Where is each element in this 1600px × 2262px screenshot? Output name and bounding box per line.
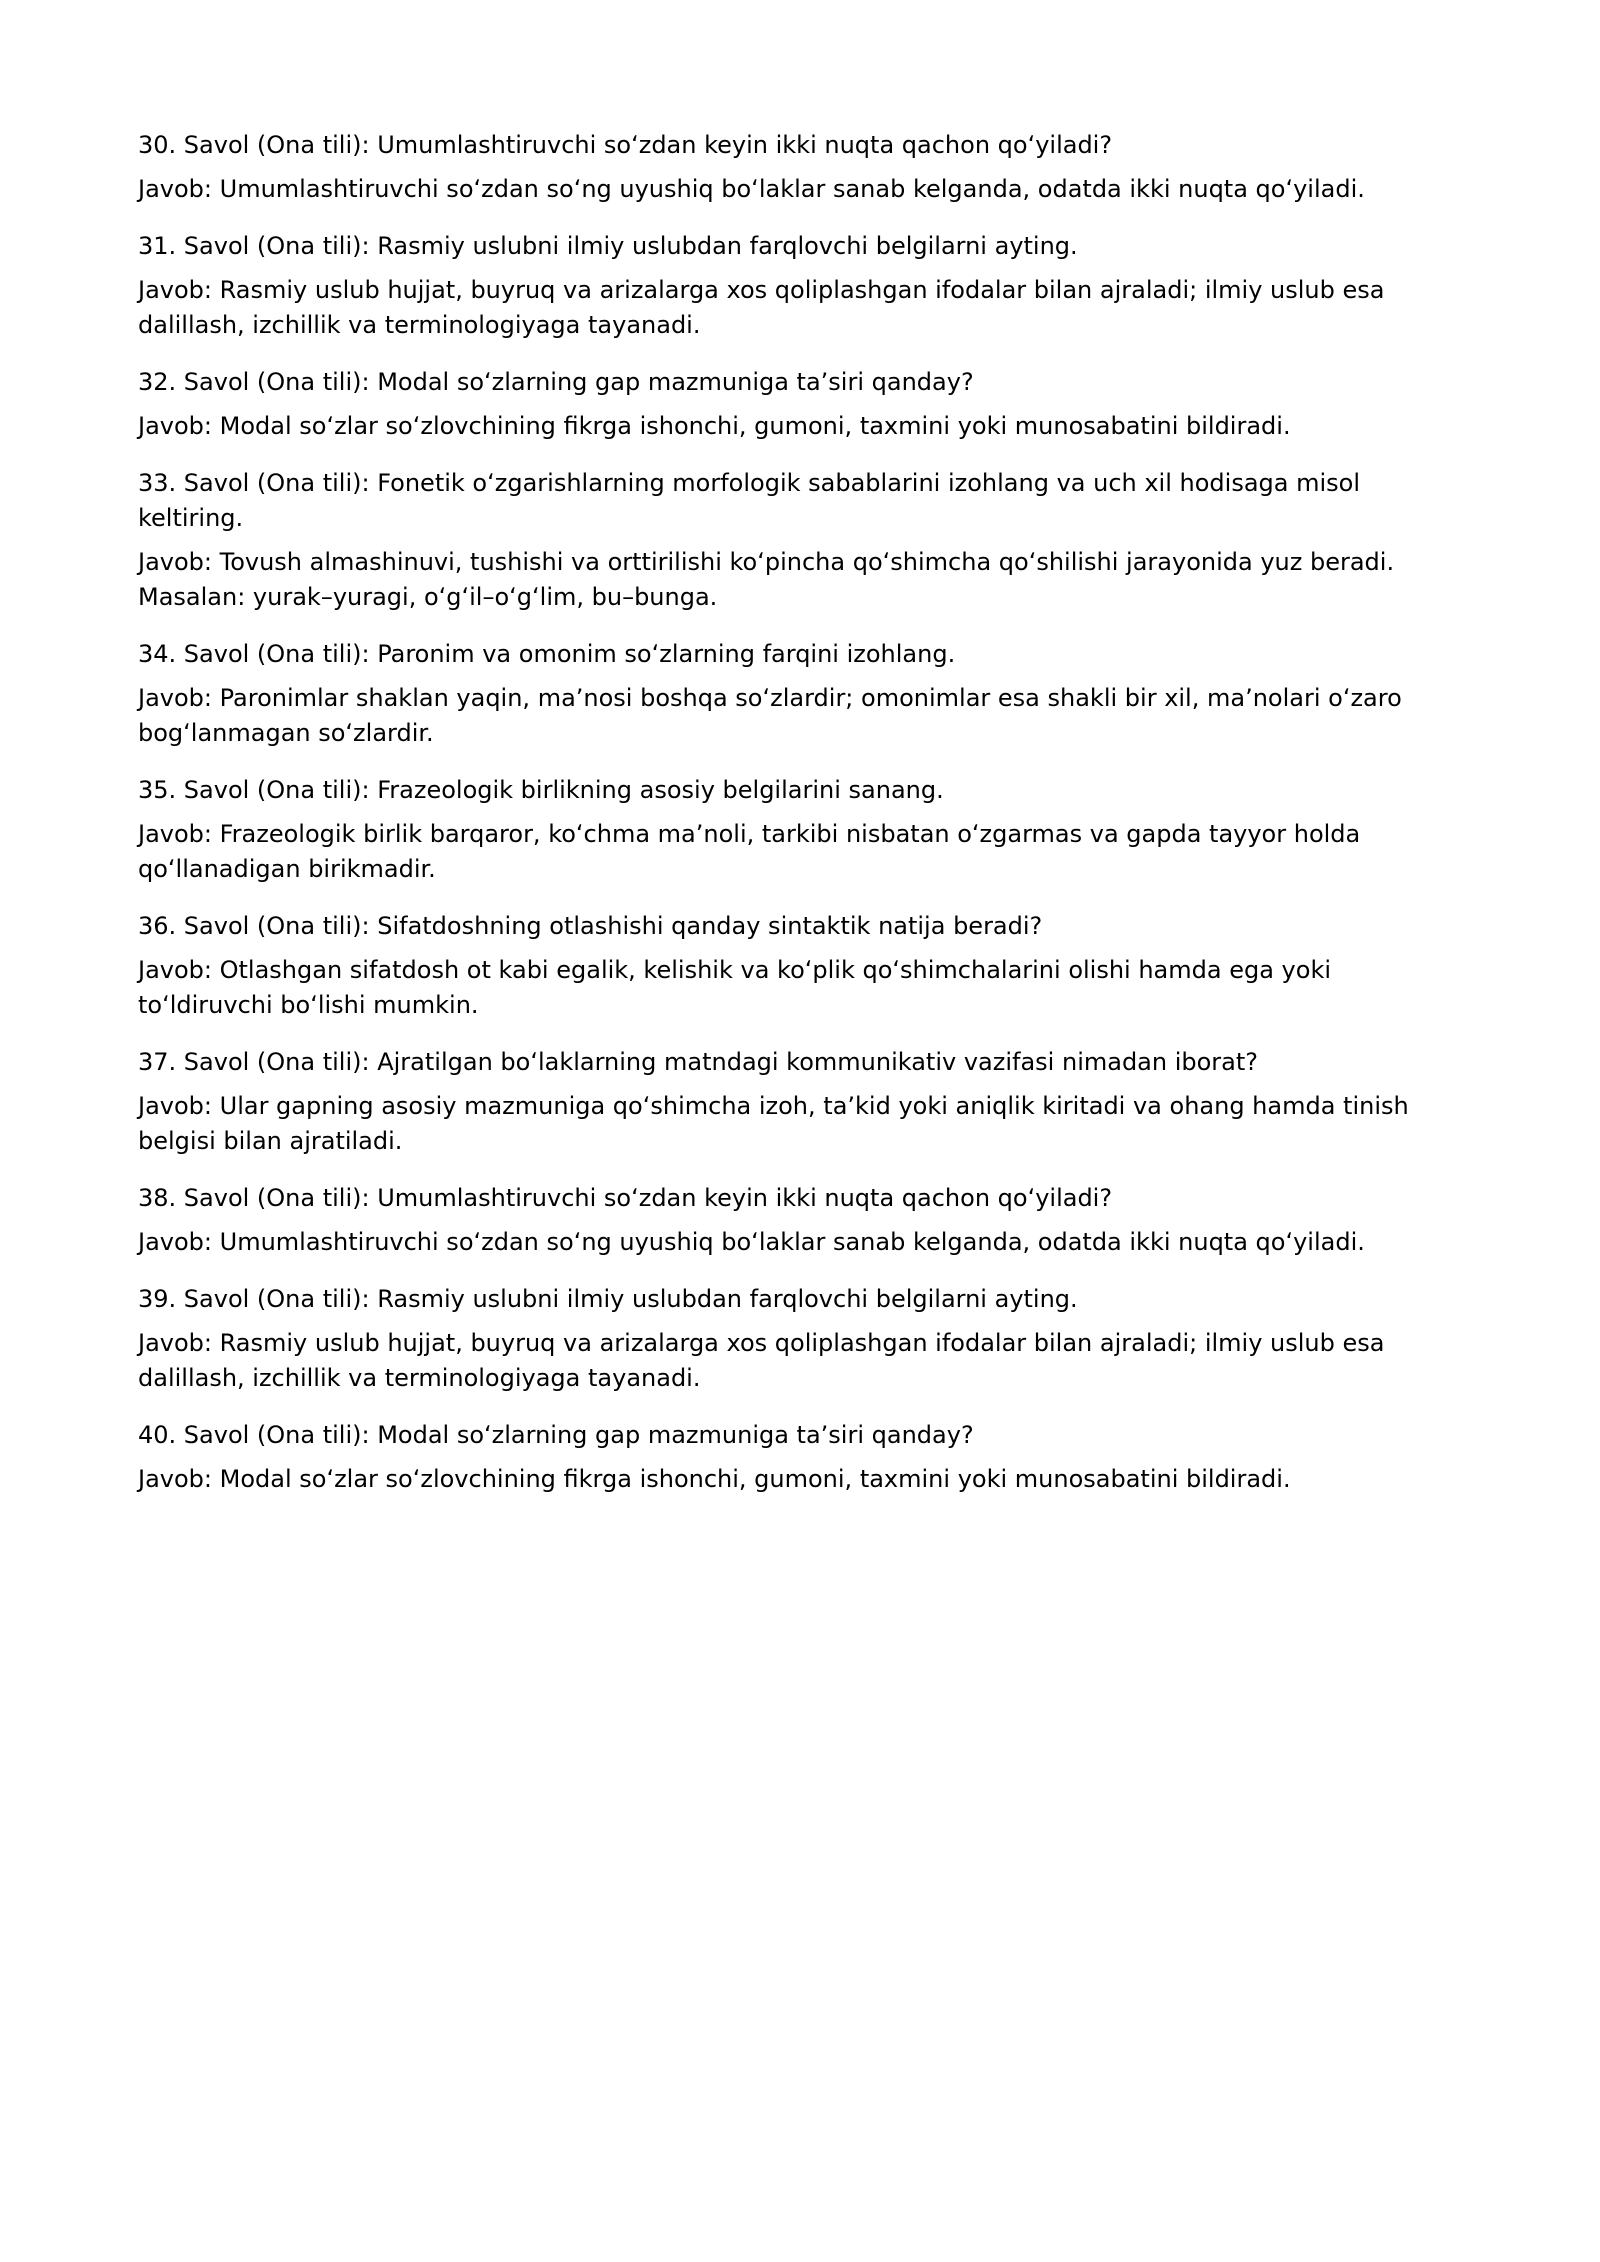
question-text: 31. Savol (Ona tili): Rasmiy uslubni ilmiy uslubdan farqlovchi belgilarni ayting. <box>138 232 1078 260</box>
qa-item-37 <box>138 1045 1468 1159</box>
qa-item-32 <box>138 365 1468 444</box>
answer-text: Javob: Tovush almashinuvi, tushishi va orttirilishi koʻpincha qoʻshimcha qoʻshilishi jarayonida yuz beradi. Masalan: yurak–yuragi, oʻgʻil–oʻgʻlim, bu–bunga. <box>138 548 1395 611</box>
qa-item-38 <box>138 1181 1468 1260</box>
answer-text: Javob: Otlashgan sifatdosh ot kabi egalik, kelishik va koʻplik qoʻshimchalarini olishi hamda ega yoki toʻldiruvchi boʻlishi mumkin. <box>138 956 1332 1019</box>
question-text: 36. Savol (Ona tili): Sifatdoshning otlashishi qanday sintaktik natija beradi? <box>138 912 1043 940</box>
question-text: 32. Savol (Ona tili): Modal soʻzlarning gap mazmuniga taʼsiri qanday? <box>138 368 974 396</box>
qa-item-31 <box>138 229 1468 343</box>
answer-text: Javob: Umumlashtiruvchi soʻzdan soʻng uyushiq boʻlaklar sanab kelganda, odatda ikki nuqta qoʻyiladi. <box>138 175 1365 203</box>
qa-item-33 <box>138 466 1468 615</box>
question-text: 33. Savol (Ona tili): Fonetik oʻzgarishlarning morfologik sabablarini izohlang va uch xil hodisaga misol keltiring. <box>138 469 1360 532</box>
question-text: 37. Savol (Ona tili): Ajratilgan boʻlaklarning matndagi kommunikativ vazifasi nimadan iborat? <box>138 1048 1259 1076</box>
question-text: 35. Savol (Ona tili): Frazeologik birlikning asosiy belgilarini sanang. <box>138 776 944 804</box>
qa-item-34 <box>138 637 1468 751</box>
qa-item-35 <box>138 773 1468 887</box>
answer-text: Javob: Rasmiy uslub hujjat, buyruq va arizalarga xos qoliplashgan ifodalar bilan ajraladi; ilmiy uslub esa dalillash, izchillik va terminologiyaga tayanadi. <box>138 276 1385 339</box>
qa-item-36 <box>138 909 1468 1023</box>
question-text: 34. Savol (Ona tili): Paronim va omonim soʻzlarning farqini izohlang. <box>138 640 956 668</box>
question-text: 38. Savol (Ona tili): Umumlashtiruvchi soʻzdan keyin ikki nuqta qachon qoʻyiladi? <box>138 1184 1113 1212</box>
question-text: 39. Savol (Ona tili): Rasmiy uslubni ilmiy uslubdan farqlovchi belgilarni ayting. <box>138 1285 1078 1313</box>
answer-text: Javob: Modal soʻzlar soʻzlovchining fikrga ishonchi, gumoni, taxmini yoki munosabatini bildiradi. <box>138 412 1291 440</box>
qa-item-39 <box>138 1282 1468 1396</box>
qa-item-40 <box>138 1418 1468 1497</box>
answer-text: Javob: Modal soʻzlar soʻzlovchining fikrga ishonchi, gumoni, taxmini yoki munosabatini bildiradi. <box>138 1465 1291 1493</box>
qa-item-30 <box>138 128 1468 207</box>
answer-text: Javob: Ular gapning asosiy mazmuniga qoʻshimcha izoh, taʼkid yoki aniqlik kiritadi va ohang hamda tinish belgisi bilan ajratiladi. <box>138 1092 1409 1155</box>
answer-text: Javob: Rasmiy uslub hujjat, buyruq va arizalarga xos qoliplashgan ifodalar bilan ajraladi; ilmiy uslub esa dalillash, izchillik va terminologiyaga tayanadi. <box>138 1329 1385 1392</box>
answer-text: Javob: Frazeologik birlik barqaror, koʻchma maʼnoli, tarkibi nisbatan oʻzgarmas va gapda tayyor holda qoʻllanadigan birikmadir. <box>138 820 1361 883</box>
question-text: 30. Savol (Ona tili): Umumlashtiruvchi soʻzdan keyin ikki nuqta qachon qoʻyiladi? <box>138 131 1113 159</box>
document-page <box>138 128 1468 1519</box>
answer-text: Javob: Umumlashtiruvchi soʻzdan soʻng uyushiq boʻlaklar sanab kelganda, odatda ikki nuqta qoʻyiladi. <box>138 1228 1365 1256</box>
answer-text: Javob: Paronimlar shaklan yaqin, maʼnosi boshqa soʻzlardir; omonimlar esa shakli bir xil, maʼnolari oʻzaro bogʻlanmagan soʻzlardir. <box>138 684 1402 747</box>
question-text: 40. Savol (Ona tili): Modal soʻzlarning gap mazmuniga taʼsiri qanday? <box>138 1421 974 1449</box>
